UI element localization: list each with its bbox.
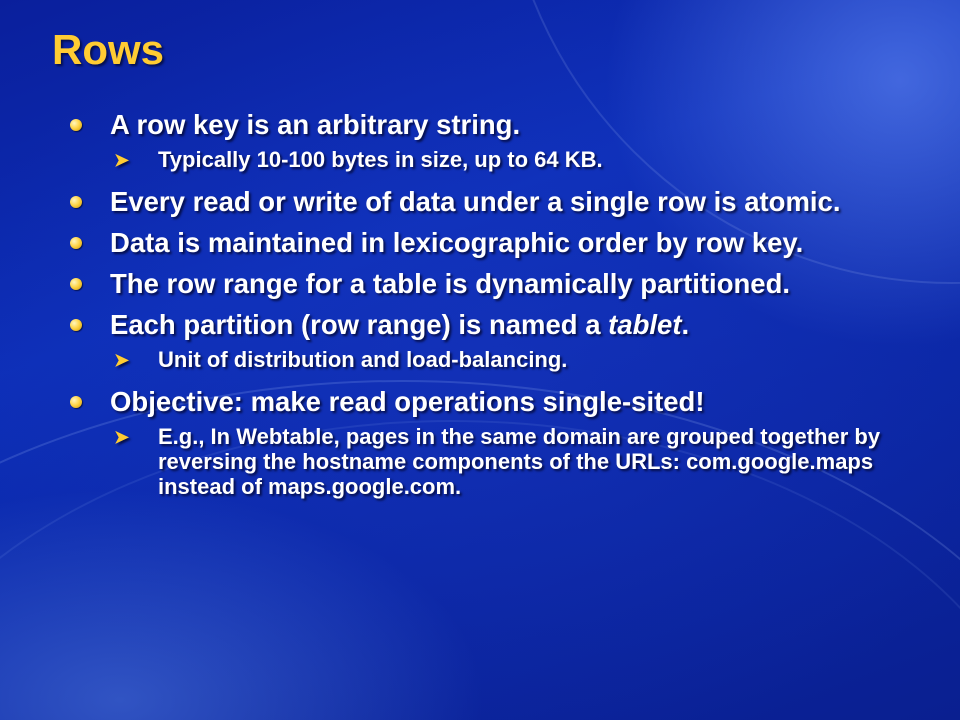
bullet-dot-icon (70, 396, 82, 408)
sub-bullet-text: E.g., In Webtable, pages in the same domain are grouped together by reversing the hostname components of the URLs: com.google.maps instead of maps.google.com. (158, 424, 881, 499)
bullet-text: Objective: make read operations single-sited! (110, 386, 705, 417)
bullet-dot-icon (70, 278, 82, 290)
bullet-text: Data is maintained in lexicographic order by row key. (110, 227, 804, 258)
bullet-item (70, 185, 910, 218)
bullet-text: A row key is an arbitrary string. (110, 109, 521, 140)
bullet-item (70, 308, 910, 341)
slide-body (70, 108, 910, 512)
bullet-text: Every read or write of data under a single row is atomic. (110, 186, 841, 217)
slide-title: Rows (52, 26, 165, 73)
bullet-text: The row range for a table is dynamically partitioned. (110, 268, 791, 299)
bullet-text-before: Each partition (row range) is named a (110, 309, 609, 340)
arrowhead-bullet-icon: ➤ (114, 427, 130, 447)
bullet-dot-icon (70, 119, 82, 131)
bullet-item (70, 385, 910, 418)
bullet-item (70, 267, 910, 300)
bullet-dot-icon (70, 196, 82, 208)
sub-bullet-item (110, 147, 910, 172)
bullet-text-emphasis: tablet (608, 309, 682, 340)
bullet-dot-icon (70, 237, 82, 249)
arrowhead-bullet-icon: ➤ (114, 350, 130, 370)
arrowhead-bullet-icon: ➤ (114, 150, 130, 170)
sub-bullet-text: Unit of distribution and load-balancing. (158, 347, 568, 372)
sub-bullet-item (110, 424, 910, 499)
sub-bullet-item (110, 347, 910, 372)
bullet-dot-icon (70, 319, 82, 331)
bullet-item (70, 226, 910, 259)
bullet-item (70, 108, 910, 141)
sub-bullet-text: Typically 10-100 bytes in size, up to 64 KB. (158, 147, 603, 172)
bullet-text-after: . (681, 309, 690, 340)
